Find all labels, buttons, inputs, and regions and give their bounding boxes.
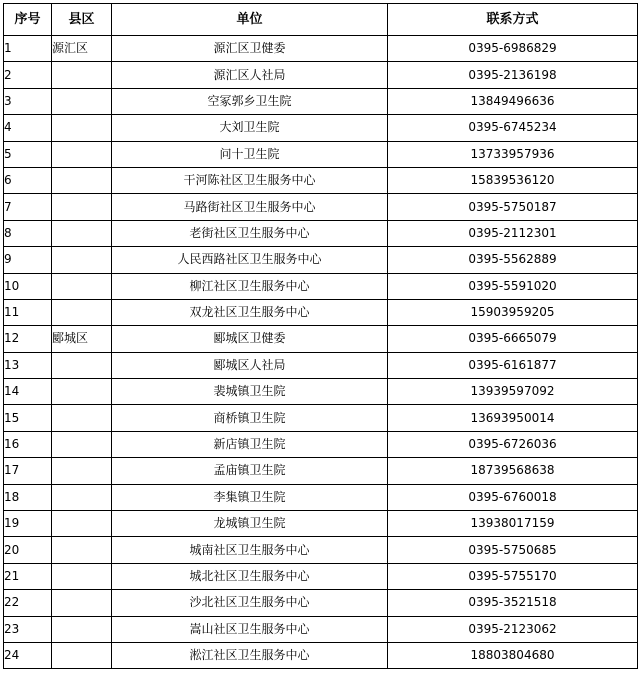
table-header-row [4,4,638,36]
phone-cell: 0395-6726036 [388,431,638,457]
serial-number-cell: 8 [4,220,52,246]
table-row [4,616,638,642]
county-cell [52,141,112,167]
table-row [4,511,638,537]
unit-cell: 柳江社区卫生服务中心 [112,273,388,299]
phone-cell: 18739568638 [388,458,638,484]
table-row [4,194,638,220]
county-cell [52,511,112,537]
phone-cell: 0395-5562889 [388,247,638,273]
county-cell [52,537,112,563]
serial-number-cell: 5 [4,141,52,167]
phone-cell: 0395-3521518 [388,590,638,616]
serial-number-cell: 21 [4,563,52,589]
unit-cell: 大刘卫生院 [112,115,388,141]
table-row [4,484,638,510]
unit-cell: 嵩山社区卫生服务中心 [112,616,388,642]
county-cell [52,167,112,193]
county-cell [52,299,112,325]
header-contact: 联系方式 [388,4,638,36]
table-row [4,405,638,431]
county-cell [52,642,112,668]
phone-cell: 0395-2136198 [388,62,638,88]
phone-cell: 13693950014 [388,405,638,431]
unit-cell: 源汇区人社局 [112,62,388,88]
serial-number-cell: 14 [4,379,52,405]
unit-cell: 商桥镇卫生院 [112,405,388,431]
county-cell: 郾城区 [52,326,112,352]
phone-cell: 0395-6760018 [388,484,638,510]
serial-number-cell: 15 [4,405,52,431]
unit-cell: 沙北社区卫生服务中心 [112,590,388,616]
serial-number-cell: 4 [4,115,52,141]
serial-number-cell: 6 [4,167,52,193]
county-cell [52,352,112,378]
contact-table [3,3,638,669]
county-cell [52,590,112,616]
table-row [4,326,638,352]
county-cell [52,431,112,457]
county-cell [52,247,112,273]
county-cell [52,616,112,642]
serial-number-cell: 16 [4,431,52,457]
table-row [4,220,638,246]
table-row [4,642,638,668]
county-cell [52,379,112,405]
serial-number-cell: 13 [4,352,52,378]
phone-cell: 13849496636 [388,88,638,114]
table-body [4,36,638,669]
phone-cell: 0395-2123062 [388,616,638,642]
unit-cell: 郾城区人社局 [112,352,388,378]
county-cell [52,458,112,484]
unit-cell: 城南社区卫生服务中心 [112,537,388,563]
county-cell [52,194,112,220]
county-cell [52,220,112,246]
table-row [4,88,638,114]
phone-cell: 13733957936 [388,141,638,167]
phone-cell: 0395-2112301 [388,220,638,246]
unit-cell: 双龙社区卫生服务中心 [112,299,388,325]
table-row [4,167,638,193]
county-cell [52,273,112,299]
phone-cell: 0395-5591020 [388,273,638,299]
serial-number-cell: 3 [4,88,52,114]
unit-cell: 裴城镇卫生院 [112,379,388,405]
serial-number-cell: 2 [4,62,52,88]
phone-cell: 0395-5755170 [388,563,638,589]
phone-cell: 13939597092 [388,379,638,405]
header-county: 县区 [52,4,112,36]
table-row [4,458,638,484]
unit-cell: 老街社区卫生服务中心 [112,220,388,246]
table-row [4,563,638,589]
table-row [4,62,638,88]
table-row [4,36,638,62]
county-cell [52,62,112,88]
phone-cell: 15839536120 [388,167,638,193]
unit-cell: 淞江社区卫生服务中心 [112,642,388,668]
serial-number-cell: 17 [4,458,52,484]
unit-cell: 郾城区卫健委 [112,326,388,352]
county-cell [52,88,112,114]
unit-cell: 问十卫生院 [112,141,388,167]
serial-number-cell: 7 [4,194,52,220]
table-row [4,141,638,167]
serial-number-cell: 20 [4,537,52,563]
phone-cell: 0395-6665079 [388,326,638,352]
phone-cell: 0395-5750685 [388,537,638,563]
county-cell [52,563,112,589]
table-row [4,431,638,457]
phone-cell: 0395-6745234 [388,115,638,141]
table-row [4,352,638,378]
phone-cell: 0395-6161877 [388,352,638,378]
phone-cell: 0395-6986829 [388,36,638,62]
county-cell [52,484,112,510]
unit-cell: 干河陈社区卫生服务中心 [112,167,388,193]
serial-number-cell: 10 [4,273,52,299]
table-row [4,379,638,405]
table-row [4,273,638,299]
serial-number-cell: 19 [4,511,52,537]
table-row [4,590,638,616]
table-row [4,247,638,273]
table-row [4,299,638,325]
phone-cell: 0395-5750187 [388,194,638,220]
unit-cell: 空冢郭乡卫生院 [112,88,388,114]
serial-number-cell: 23 [4,616,52,642]
table-row [4,537,638,563]
unit-cell: 人民西路社区卫生服务中心 [112,247,388,273]
county-cell [52,115,112,141]
phone-cell: 18803804680 [388,642,638,668]
serial-number-cell: 1 [4,36,52,62]
header-unit: 单位 [112,4,388,36]
unit-cell: 新店镇卫生院 [112,431,388,457]
unit-cell: 马路街社区卫生服务中心 [112,194,388,220]
serial-number-cell: 11 [4,299,52,325]
serial-number-cell: 18 [4,484,52,510]
unit-cell: 城北社区卫生服务中心 [112,563,388,589]
unit-cell: 源汇区卫健委 [112,36,388,62]
county-cell: 源汇区 [52,36,112,62]
unit-cell: 李集镇卫生院 [112,484,388,510]
serial-number-cell: 24 [4,642,52,668]
unit-cell: 龙城镇卫生院 [112,511,388,537]
header-serial-number: 序号 [4,4,52,36]
serial-number-cell: 12 [4,326,52,352]
county-cell [52,405,112,431]
unit-cell: 孟庙镇卫生院 [112,458,388,484]
table-row [4,115,638,141]
phone-cell: 13938017159 [388,511,638,537]
serial-number-cell: 22 [4,590,52,616]
serial-number-cell: 9 [4,247,52,273]
phone-cell: 15903959205 [388,299,638,325]
